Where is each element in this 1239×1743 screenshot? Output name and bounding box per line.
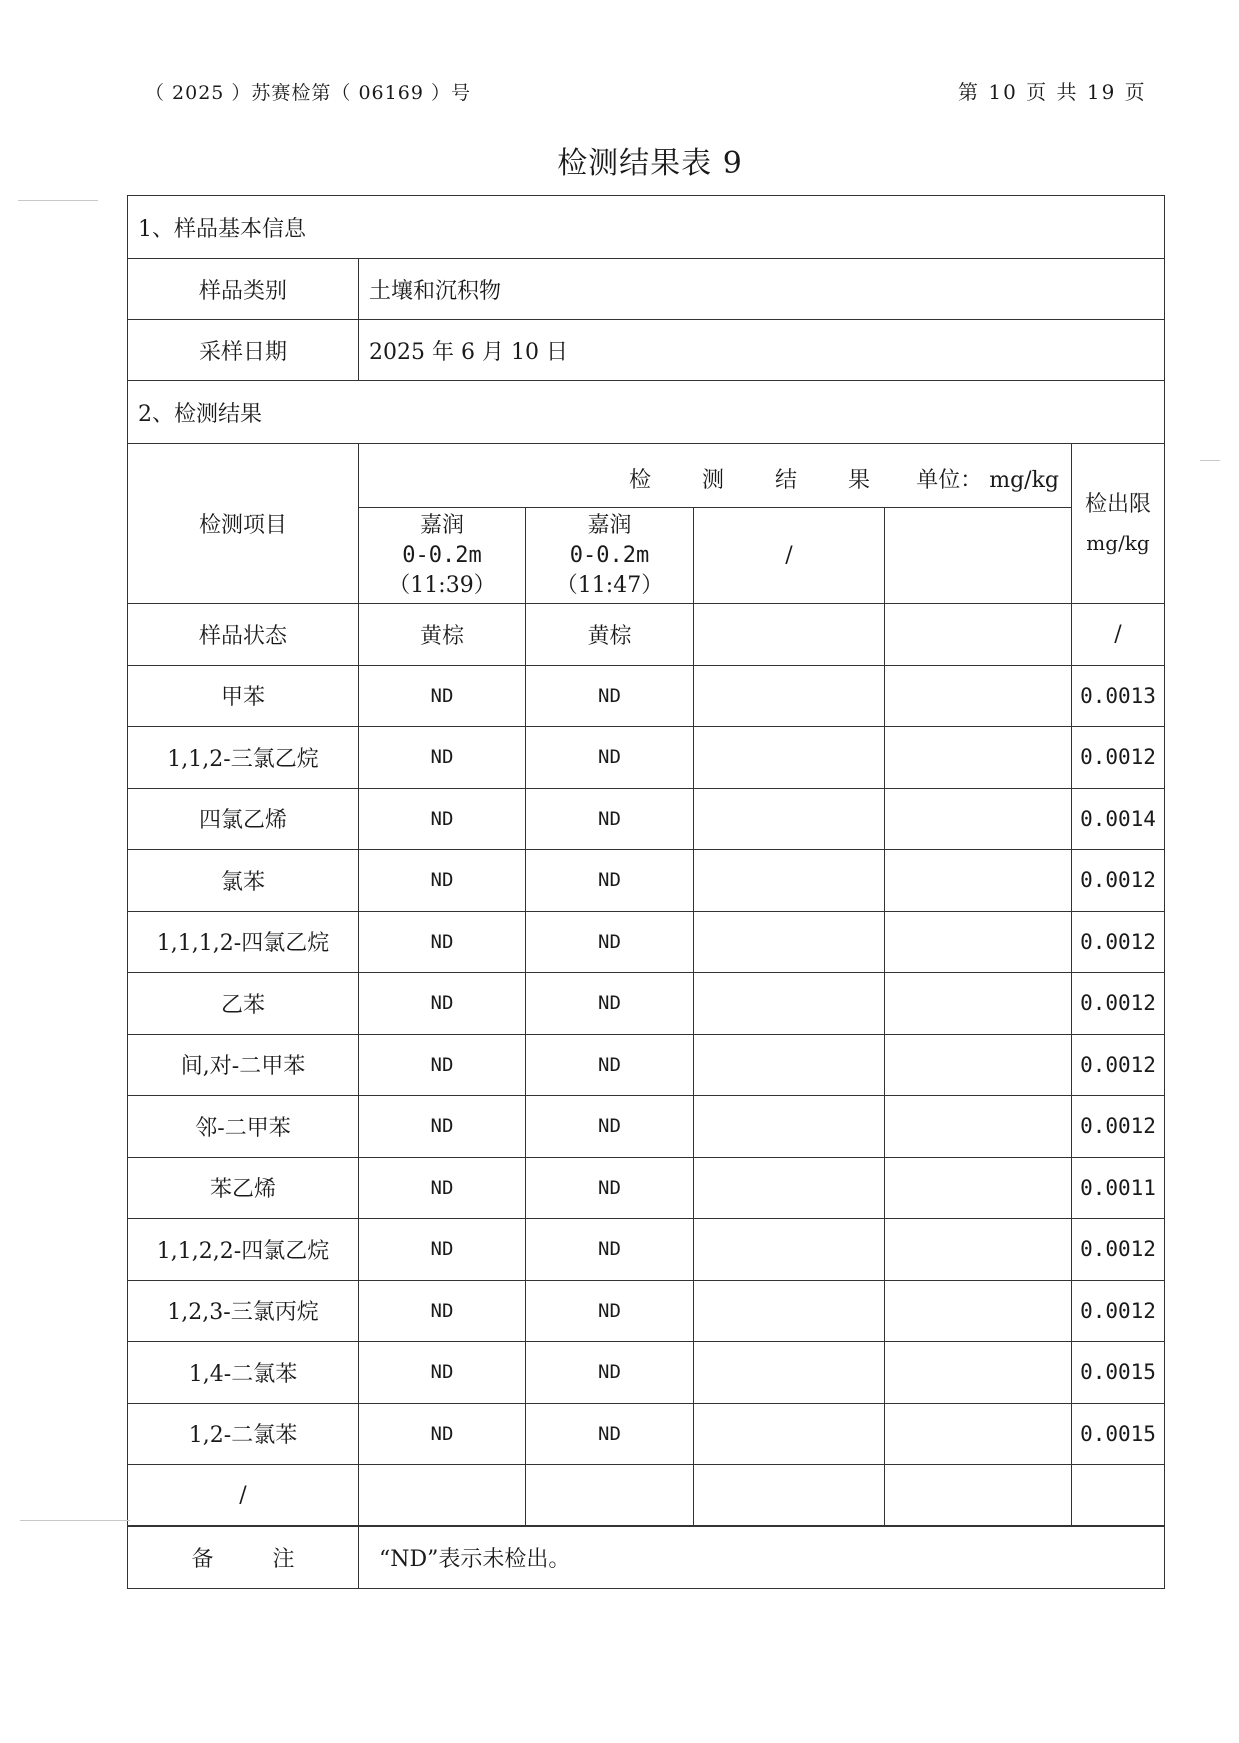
results-sheet xyxy=(127,195,1164,1589)
table-row xyxy=(128,1096,1165,1158)
result-value xyxy=(694,1034,885,1096)
result-value xyxy=(694,1342,885,1404)
scan-mark xyxy=(1200,460,1220,461)
unit-label: 单位： mg/kg xyxy=(916,468,1059,493)
result-value: ND xyxy=(359,911,526,973)
result-value xyxy=(694,1096,885,1158)
result-value: ND xyxy=(526,727,694,789)
limit-header-cell xyxy=(1072,444,1165,604)
sample-header-2 xyxy=(526,508,694,604)
result-value: ND xyxy=(359,727,526,789)
table-row xyxy=(128,973,1165,1035)
sample-header-4 xyxy=(885,508,1072,604)
sample-name: / xyxy=(785,542,793,568)
result-value: ND xyxy=(526,1280,694,1342)
sample-name: 嘉润 xyxy=(419,512,464,538)
table-row xyxy=(128,665,1165,727)
test-item: 甲苯 xyxy=(128,665,359,727)
sample-depth: 0-0.2m xyxy=(569,542,650,568)
result-value xyxy=(885,788,1072,850)
table-row xyxy=(128,1034,1165,1096)
result-value: ND xyxy=(359,788,526,850)
results-table xyxy=(127,195,1165,1527)
test-item: 1,2-二氯苯 xyxy=(128,1403,359,1465)
scan-mark xyxy=(20,1520,130,1521)
result-value xyxy=(885,1157,1072,1219)
section-basic-info-heading: 1、样品基本信息 xyxy=(128,196,1165,259)
result-value: ND xyxy=(359,850,526,912)
result-value xyxy=(885,1219,1072,1281)
sample-name: 嘉润 xyxy=(587,512,632,538)
result-value xyxy=(885,727,1072,789)
result-value xyxy=(694,1157,885,1219)
remarks-label: 备 注 xyxy=(128,1526,359,1589)
result-value xyxy=(694,665,885,727)
table-row xyxy=(128,1219,1165,1281)
result-value xyxy=(694,727,885,789)
result-value xyxy=(885,1342,1072,1404)
table-row xyxy=(128,1403,1165,1465)
sample-category-label: 样品类别 xyxy=(128,259,359,320)
sampling-date-value: 2025 年 6 月 10 日 xyxy=(359,320,1165,381)
table-row xyxy=(128,727,1165,789)
result-value xyxy=(885,1465,1072,1527)
test-item: 1,2,3-三氯丙烷 xyxy=(128,1280,359,1342)
result-value: ND xyxy=(359,665,526,727)
test-item: 间,对-二甲苯 xyxy=(128,1034,359,1096)
table-row xyxy=(128,1157,1165,1219)
limit-header: 检出限 xyxy=(1085,491,1152,517)
report-number: （ 2025 ）苏赛检第（ 06169 ）号 xyxy=(145,82,471,104)
result-value xyxy=(885,1096,1072,1158)
result-value: ND xyxy=(526,1096,694,1158)
detection-limit: 0.0012 xyxy=(1072,727,1165,789)
result-value: ND xyxy=(526,1034,694,1096)
table-row xyxy=(128,1465,1165,1527)
test-item: 氯苯 xyxy=(128,850,359,912)
sample-category-value: 土壤和沉积物 xyxy=(359,259,1165,320)
result-value xyxy=(694,850,885,912)
result-value: ND xyxy=(526,788,694,850)
result-value: ND xyxy=(526,1403,694,1465)
detection-limit: 0.0012 xyxy=(1072,850,1165,912)
table-row xyxy=(128,911,1165,973)
scan-mark xyxy=(18,200,98,201)
result-value: ND xyxy=(526,1342,694,1404)
detection-limit xyxy=(1072,1465,1165,1527)
sample-time: （11:47） xyxy=(555,572,664,598)
result-value xyxy=(694,911,885,973)
remarks-text: “ND”表示未检出。 xyxy=(359,1526,1165,1589)
result-value: ND xyxy=(359,1280,526,1342)
sample-header-1 xyxy=(359,508,526,604)
test-item: 1,4-二氯苯 xyxy=(128,1342,359,1404)
result-value xyxy=(694,973,885,1035)
item-header: 检测项目 xyxy=(128,444,359,604)
sample-state-limit: / xyxy=(1072,604,1165,666)
sample-header-3 xyxy=(694,508,885,604)
test-item: 1,1,2-三氯乙烷 xyxy=(128,727,359,789)
results-header: 检 测 结 果 xyxy=(629,468,892,493)
test-item: 1,1,1,2-四氯乙烷 xyxy=(128,911,359,973)
result-value: ND xyxy=(359,1403,526,1465)
table-row xyxy=(128,788,1165,850)
test-item: 1,1,2,2-四氯乙烷 xyxy=(128,1219,359,1281)
sample-depth: 0-0.2m xyxy=(402,542,482,568)
result-value xyxy=(885,1280,1072,1342)
result-value: ND xyxy=(359,1157,526,1219)
detection-limit: 0.0012 xyxy=(1072,911,1165,973)
result-value xyxy=(359,1465,526,1527)
test-item: 乙苯 xyxy=(128,973,359,1035)
result-value xyxy=(885,665,1072,727)
result-value: ND xyxy=(359,1034,526,1096)
detection-limit: 0.0011 xyxy=(1072,1157,1165,1219)
result-value: ND xyxy=(526,1219,694,1281)
page-title: 检测结果表 9 xyxy=(557,146,743,181)
remarks-table xyxy=(127,1525,1165,1589)
result-value: ND xyxy=(359,973,526,1035)
section-results-heading: 2、检测结果 xyxy=(128,381,1165,444)
test-item: 邻-二甲苯 xyxy=(128,1096,359,1158)
result-value xyxy=(694,1465,885,1527)
sample-state-label: 样品状态 xyxy=(128,604,359,666)
result-value xyxy=(694,1403,885,1465)
detection-limit: 0.0012 xyxy=(1072,973,1165,1035)
test-item: 四氯乙烯 xyxy=(128,788,359,850)
sample-state-value: 黄棕 xyxy=(359,604,526,666)
result-value: ND xyxy=(359,1342,526,1404)
result-value: ND xyxy=(526,1157,694,1219)
detection-limit: 0.0012 xyxy=(1072,1096,1165,1158)
sample-state-value xyxy=(885,604,1072,666)
sample-state-value xyxy=(694,604,885,666)
detection-limit: 0.0012 xyxy=(1072,1034,1165,1096)
result-value xyxy=(694,1219,885,1281)
limit-unit: mg/kg xyxy=(1086,530,1150,555)
detection-limit: 0.0014 xyxy=(1072,788,1165,850)
table-row xyxy=(128,1342,1165,1404)
result-value: ND xyxy=(526,973,694,1035)
result-value xyxy=(885,973,1072,1035)
detection-limit: 0.0012 xyxy=(1072,1280,1165,1342)
sample-time: （11:39） xyxy=(388,572,496,598)
page-number: 第 10 页 共 19 页 xyxy=(958,80,1147,104)
sampling-date-label: 采样日期 xyxy=(128,320,359,381)
table-row xyxy=(128,850,1165,912)
result-value: ND xyxy=(526,665,694,727)
table-row xyxy=(128,1280,1165,1342)
detection-limit: 0.0015 xyxy=(1072,1342,1165,1404)
result-value xyxy=(885,911,1072,973)
detection-limit: 0.0012 xyxy=(1072,1219,1165,1281)
result-value xyxy=(885,1403,1072,1465)
sample-state-value: 黄棕 xyxy=(526,604,694,666)
result-value: ND xyxy=(526,850,694,912)
result-value xyxy=(694,1280,885,1342)
results-header-cell xyxy=(359,444,1072,508)
detection-limit: 0.0015 xyxy=(1072,1403,1165,1465)
detection-limit: 0.0013 xyxy=(1072,665,1165,727)
result-value xyxy=(885,1034,1072,1096)
result-value: ND xyxy=(359,1096,526,1158)
result-value: ND xyxy=(359,1219,526,1281)
result-value xyxy=(694,788,885,850)
result-value xyxy=(885,850,1072,912)
result-value xyxy=(526,1465,694,1527)
result-value: ND xyxy=(526,911,694,973)
test-item: / xyxy=(128,1465,359,1527)
test-item: 苯乙烯 xyxy=(128,1157,359,1219)
